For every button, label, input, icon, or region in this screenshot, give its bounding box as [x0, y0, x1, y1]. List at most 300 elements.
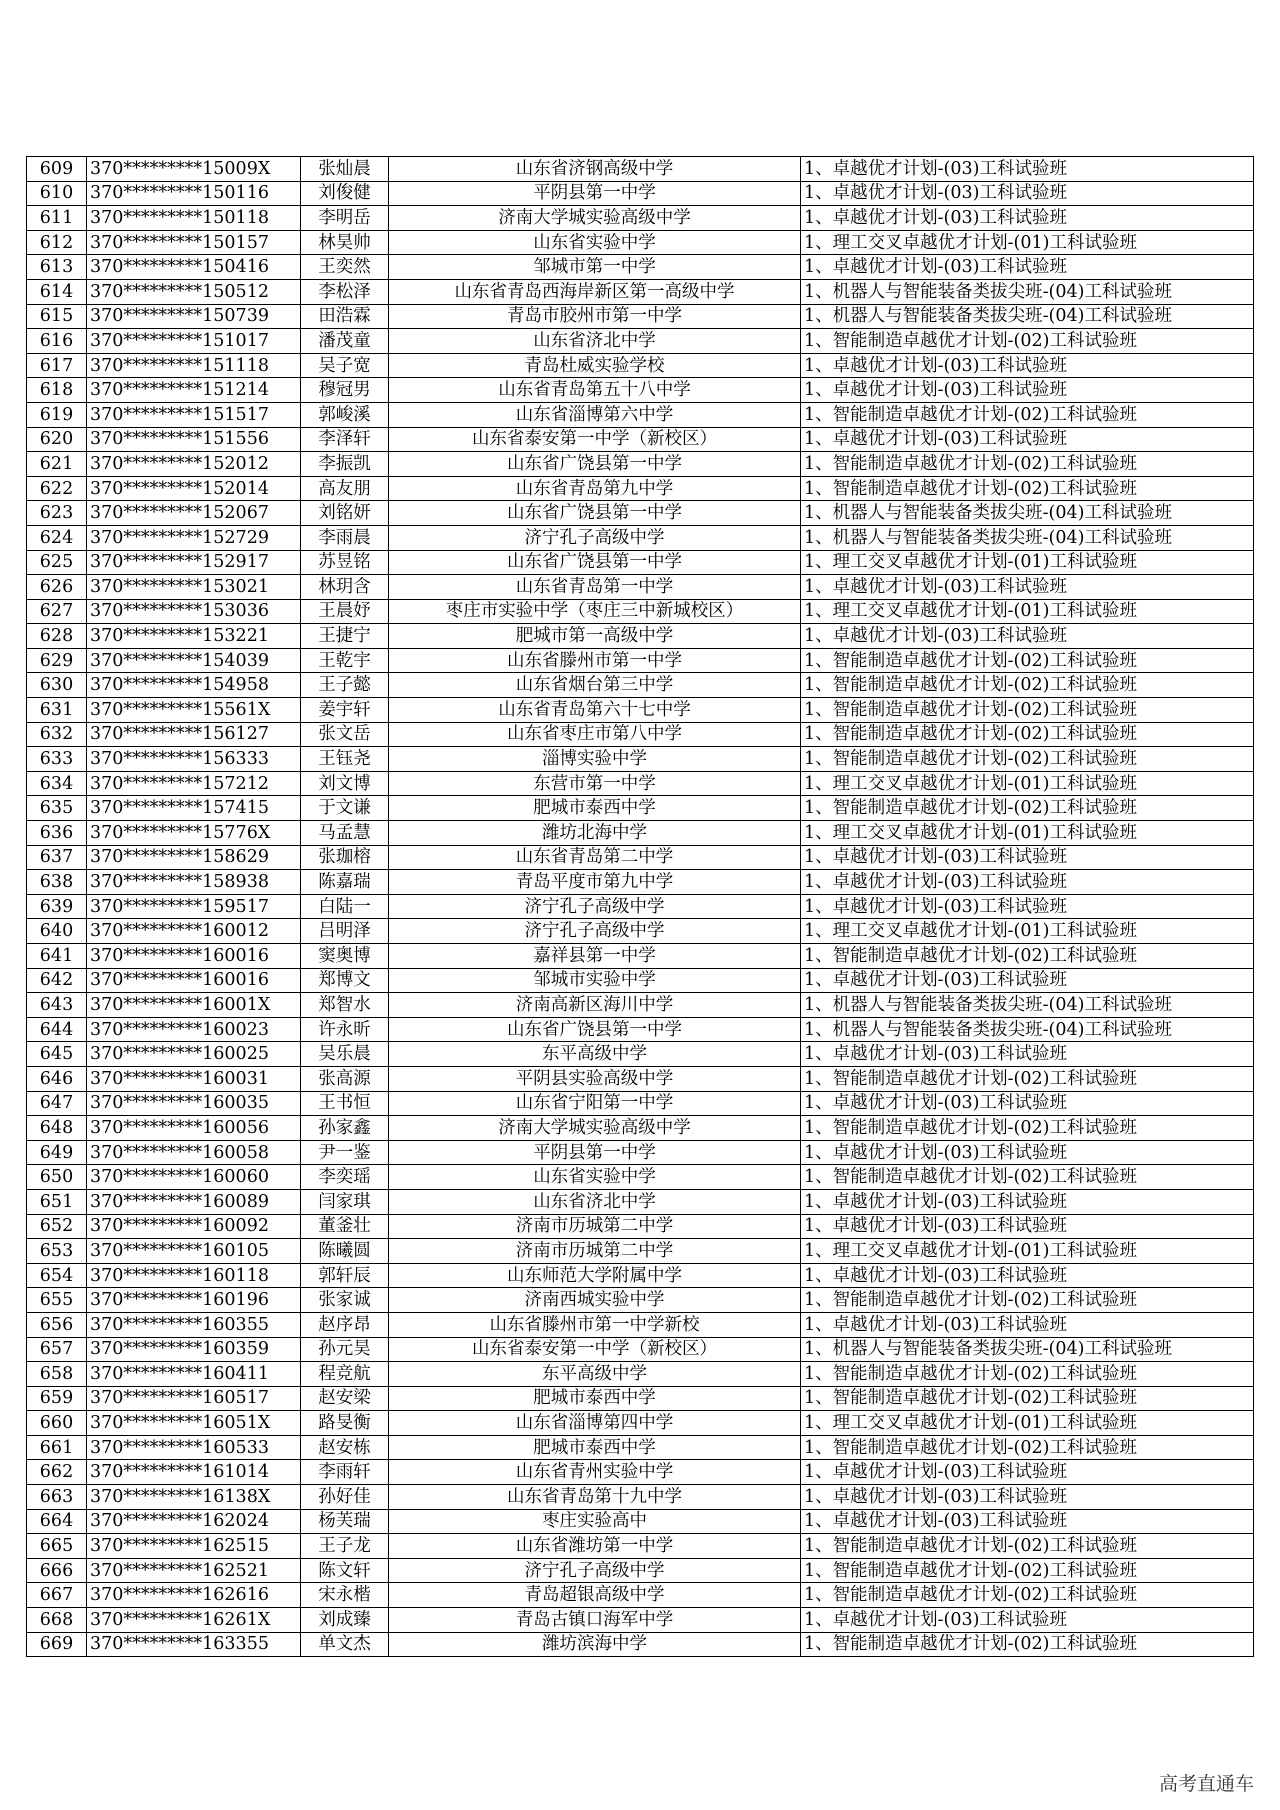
table-row: [27, 230, 1254, 255]
table-row: [27, 968, 1254, 993]
table-row: [27, 698, 1254, 723]
table-row: [27, 1608, 1254, 1633]
school-cell: 山东省潍坊第一中学: [389, 1534, 801, 1559]
row-number-cell: 627: [27, 599, 87, 624]
school-cell: 肥城市泰西中学: [389, 796, 801, 821]
school-cell: 东营市第一中学: [389, 771, 801, 796]
school-cell: 淄博实验中学: [389, 747, 801, 772]
row-number-cell: 610: [27, 181, 87, 206]
id-number-cell: 370*********162024: [87, 1509, 301, 1534]
program-cell: 1、机器人与智能装备类拔尖班-(04)工科试验班: [801, 304, 1254, 329]
program-cell: 1、卓越优才计划-(03)工科试验班: [801, 1189, 1254, 1214]
school-cell: 山东省济北中学: [389, 1189, 801, 1214]
student-name-cell: 于文谦: [301, 796, 389, 821]
student-name-cell: 刘铭妍: [301, 501, 389, 526]
table-row: [27, 353, 1254, 378]
row-number-cell: 648: [27, 1116, 87, 1141]
row-number-cell: 661: [27, 1435, 87, 1460]
table-row: [27, 894, 1254, 919]
id-number-cell: 370*********162521: [87, 1558, 301, 1583]
school-cell: 山东省青岛第一中学: [389, 575, 801, 600]
school-cell: 济南市历城第二中学: [389, 1239, 801, 1264]
table-row: [27, 673, 1254, 698]
student-name-cell: 陈曦圆: [301, 1239, 389, 1264]
program-cell: 1、智能制造卓越优才计划-(02)工科试验班: [801, 1066, 1254, 1091]
program-cell: 1、智能制造卓越优才计划-(02)工科试验班: [801, 796, 1254, 821]
table-row: [27, 452, 1254, 477]
student-name-cell: 张文岳: [301, 722, 389, 747]
school-cell: 山东省滕州市第一中学: [389, 648, 801, 673]
school-cell: 山东省实验中学: [389, 230, 801, 255]
row-number-cell: 663: [27, 1485, 87, 1510]
table-row: [27, 427, 1254, 452]
table-row: [27, 1534, 1254, 1559]
student-name-cell: 潘茂童: [301, 329, 389, 354]
id-number-cell: 370*********150739: [87, 304, 301, 329]
table-row: [27, 329, 1254, 354]
program-cell: 1、机器人与智能装备类拔尖班-(04)工科试验班: [801, 279, 1254, 304]
id-number-cell: 370*********160355: [87, 1312, 301, 1337]
program-cell: 1、机器人与智能装备类拔尖班-(04)工科试验班: [801, 525, 1254, 550]
school-cell: 肥城市第一高级中学: [389, 624, 801, 649]
student-name-cell: 白陆一: [301, 894, 389, 919]
id-number-cell: 370*********150116: [87, 181, 301, 206]
school-cell: 枣庄市实验中学（枣庄三中新城校区）: [389, 599, 801, 624]
id-number-cell: 370*********160016: [87, 968, 301, 993]
row-number-cell: 630: [27, 673, 87, 698]
student-name-cell: 王书恒: [301, 1091, 389, 1116]
row-number-cell: 659: [27, 1386, 87, 1411]
row-number-cell: 653: [27, 1239, 87, 1264]
school-cell: 东平高级中学: [389, 1042, 801, 1067]
table-row: [27, 796, 1254, 821]
school-cell: 济南西城实验中学: [389, 1288, 801, 1313]
student-name-cell: 林玥含: [301, 575, 389, 600]
student-name-cell: 许永昕: [301, 1017, 389, 1042]
row-number-cell: 667: [27, 1583, 87, 1608]
id-number-cell: 370*********154958: [87, 673, 301, 698]
school-cell: 青岛平度市第九中学: [389, 870, 801, 895]
id-number-cell: 370*********153021: [87, 575, 301, 600]
student-name-cell: 单文杰: [301, 1632, 389, 1657]
program-cell: 1、智能制造卓越优才计划-(02)工科试验班: [801, 1583, 1254, 1608]
program-cell: 1、卓越优才计划-(03)工科试验班: [801, 1509, 1254, 1534]
row-number-cell: 609: [27, 157, 87, 182]
school-cell: 山东省青岛第十九中学: [389, 1485, 801, 1510]
program-cell: 1、卓越优才计划-(03)工科试验班: [801, 378, 1254, 403]
table-row: [27, 919, 1254, 944]
row-number-cell: 633: [27, 747, 87, 772]
row-number-cell: 614: [27, 279, 87, 304]
id-number-cell: 370*********158938: [87, 870, 301, 895]
program-cell: 1、智能制造卓越优才计划-(02)工科试验班: [801, 1632, 1254, 1657]
table-row: [27, 771, 1254, 796]
student-name-cell: 赵序昂: [301, 1312, 389, 1337]
student-name-cell: 郭峻溪: [301, 402, 389, 427]
student-name-cell: 张珈榕: [301, 845, 389, 870]
table-row: [27, 255, 1254, 280]
row-number-cell: 622: [27, 476, 87, 501]
program-cell: 1、卓越优才计划-(03)工科试验班: [801, 870, 1254, 895]
id-number-cell: 370*********160411: [87, 1362, 301, 1387]
table-row: [27, 501, 1254, 526]
student-name-cell: 李明岳: [301, 206, 389, 231]
program-cell: 1、机器人与智能装备类拔尖班-(04)工科试验班: [801, 1017, 1254, 1042]
school-cell: 青岛古镇口海军中学: [389, 1608, 801, 1633]
id-number-cell: 370*********152729: [87, 525, 301, 550]
school-cell: 山东省青州实验中学: [389, 1460, 801, 1485]
table-body: [27, 157, 1254, 1657]
table-row: [27, 1632, 1254, 1657]
school-cell: 邹城市第一中学: [389, 255, 801, 280]
school-cell: 枣庄实验高中: [389, 1509, 801, 1534]
student-name-cell: 孙元昊: [301, 1337, 389, 1362]
id-number-cell: 370*********157415: [87, 796, 301, 821]
student-name-cell: 吴子宽: [301, 353, 389, 378]
row-number-cell: 623: [27, 501, 87, 526]
row-number-cell: 650: [27, 1165, 87, 1190]
table-row: [27, 1066, 1254, 1091]
table-row: [27, 1485, 1254, 1510]
row-number-cell: 658: [27, 1362, 87, 1387]
school-cell: 东平高级中学: [389, 1362, 801, 1387]
school-cell: 肥城市泰西中学: [389, 1435, 801, 1460]
school-cell: 山东省泰安第一中学（新校区）: [389, 427, 801, 452]
row-number-cell: 617: [27, 353, 87, 378]
table-row: [27, 648, 1254, 673]
id-number-cell: 370*********15009X: [87, 157, 301, 182]
row-number-cell: 665: [27, 1534, 87, 1559]
program-cell: 1、理工交叉卓越优才计划-(01)工科试验班: [801, 821, 1254, 846]
row-number-cell: 636: [27, 821, 87, 846]
table-row: [27, 1165, 1254, 1190]
school-cell: 平阴县实验高级中学: [389, 1066, 801, 1091]
id-number-cell: 370*********160533: [87, 1435, 301, 1460]
school-cell: 山东省青岛西海岸新区第一高级中学: [389, 279, 801, 304]
table-row: [27, 1140, 1254, 1165]
id-number-cell: 370*********162515: [87, 1534, 301, 1559]
table-row: [27, 1386, 1254, 1411]
program-cell: 1、智能制造卓越优才计划-(02)工科试验班: [801, 476, 1254, 501]
student-name-cell: 田浩霖: [301, 304, 389, 329]
student-name-cell: 姜宇轩: [301, 698, 389, 723]
id-number-cell: 370*********15561X: [87, 698, 301, 723]
row-number-cell: 660: [27, 1411, 87, 1436]
student-name-cell: 苏昱铭: [301, 550, 389, 575]
row-number-cell: 613: [27, 255, 87, 280]
school-cell: 济宁孔子高级中学: [389, 894, 801, 919]
school-cell: 山东省泰安第一中学（新校区）: [389, 1337, 801, 1362]
id-number-cell: 370*********160016: [87, 944, 301, 969]
row-number-cell: 644: [27, 1017, 87, 1042]
table-row: [27, 624, 1254, 649]
id-number-cell: 370*********151017: [87, 329, 301, 354]
school-cell: 山东省滕州市第一中学新校: [389, 1312, 801, 1337]
row-number-cell: 621: [27, 452, 87, 477]
table-row: [27, 157, 1254, 182]
program-cell: 1、智能制造卓越优才计划-(02)工科试验班: [801, 747, 1254, 772]
table-row: [27, 870, 1254, 895]
student-name-cell: 林昊帅: [301, 230, 389, 255]
program-cell: 1、智能制造卓越优才计划-(02)工科试验班: [801, 648, 1254, 673]
row-number-cell: 632: [27, 722, 87, 747]
id-number-cell: 370*********151118: [87, 353, 301, 378]
program-cell: 1、卓越优才计划-(03)工科试验班: [801, 353, 1254, 378]
student-name-cell: 陈文轩: [301, 1558, 389, 1583]
student-name-cell: 李奕瑶: [301, 1165, 389, 1190]
program-cell: 1、卓越优才计划-(03)工科试验班: [801, 206, 1254, 231]
table-row: [27, 525, 1254, 550]
program-cell: 1、智能制造卓越优才计划-(02)工科试验班: [801, 673, 1254, 698]
id-number-cell: 370*********16261X: [87, 1608, 301, 1633]
id-number-cell: 370*********156127: [87, 722, 301, 747]
table-row: [27, 1312, 1254, 1337]
table-row: [27, 1263, 1254, 1288]
table-row: [27, 1239, 1254, 1264]
row-number-cell: 656: [27, 1312, 87, 1337]
id-number-cell: 370*********16001X: [87, 993, 301, 1018]
student-name-cell: 孙家鑫: [301, 1116, 389, 1141]
row-number-cell: 637: [27, 845, 87, 870]
student-name-cell: 张家诚: [301, 1288, 389, 1313]
program-cell: 1、智能制造卓越优才计划-(02)工科试验班: [801, 402, 1254, 427]
row-number-cell: 638: [27, 870, 87, 895]
table-row: [27, 1337, 1254, 1362]
program-cell: 1、卓越优才计划-(03)工科试验班: [801, 968, 1254, 993]
student-name-cell: 窦奥博: [301, 944, 389, 969]
row-number-cell: 628: [27, 624, 87, 649]
id-number-cell: 370*********16138X: [87, 1485, 301, 1510]
row-number-cell: 655: [27, 1288, 87, 1313]
row-number-cell: 629: [27, 648, 87, 673]
table-row: [27, 181, 1254, 206]
id-number-cell: 370*********150512: [87, 279, 301, 304]
table-row: [27, 1189, 1254, 1214]
school-cell: 济南市历城第二中学: [389, 1214, 801, 1239]
program-cell: 1、机器人与智能装备类拔尖班-(04)工科试验班: [801, 993, 1254, 1018]
table-row: [27, 1116, 1254, 1141]
table-row: [27, 722, 1254, 747]
program-cell: 1、智能制造卓越优才计划-(02)工科试验班: [801, 1288, 1254, 1313]
row-number-cell: 640: [27, 919, 87, 944]
school-cell: 山东省青岛第六十七中学: [389, 698, 801, 723]
row-number-cell: 657: [27, 1337, 87, 1362]
student-name-cell: 张灿晨: [301, 157, 389, 182]
student-name-cell: 尹一鉴: [301, 1140, 389, 1165]
id-number-cell: 370*********152012: [87, 452, 301, 477]
id-number-cell: 370*********159517: [87, 894, 301, 919]
school-cell: 平阴县第一中学: [389, 1140, 801, 1165]
id-number-cell: 370*********160023: [87, 1017, 301, 1042]
id-number-cell: 370*********153221: [87, 624, 301, 649]
row-number-cell: 647: [27, 1091, 87, 1116]
student-name-cell: 郭轩辰: [301, 1263, 389, 1288]
student-name-cell: 陈嘉瑞: [301, 870, 389, 895]
row-number-cell: 615: [27, 304, 87, 329]
student-name-cell: 杨芙瑞: [301, 1509, 389, 1534]
table-row: [27, 747, 1254, 772]
table-row: [27, 821, 1254, 846]
program-cell: 1、智能制造卓越优才计划-(02)工科试验班: [801, 329, 1254, 354]
student-name-cell: 王晨妤: [301, 599, 389, 624]
school-cell: 山东师范大学附属中学: [389, 1263, 801, 1288]
program-cell: 1、卓越优才计划-(03)工科试验班: [801, 181, 1254, 206]
program-cell: 1、理工交叉卓越优才计划-(01)工科试验班: [801, 230, 1254, 255]
school-cell: 山东省青岛第九中学: [389, 476, 801, 501]
id-number-cell: 370*********150118: [87, 206, 301, 231]
program-cell: 1、卓越优才计划-(03)工科试验班: [801, 1140, 1254, 1165]
school-cell: 山东省青岛第二中学: [389, 845, 801, 870]
student-name-cell: 王子龙: [301, 1534, 389, 1559]
row-number-cell: 634: [27, 771, 87, 796]
program-cell: 1、智能制造卓越优才计划-(02)工科试验班: [801, 1116, 1254, 1141]
row-number-cell: 619: [27, 402, 87, 427]
table-row: [27, 1460, 1254, 1485]
program-cell: 1、卓越优才计划-(03)工科试验班: [801, 255, 1254, 280]
program-cell: 1、理工交叉卓越优才计划-(01)工科试验班: [801, 550, 1254, 575]
row-number-cell: 611: [27, 206, 87, 231]
id-number-cell: 370*********152067: [87, 501, 301, 526]
table-row: [27, 1509, 1254, 1534]
id-number-cell: 370*********160359: [87, 1337, 301, 1362]
row-number-cell: 635: [27, 796, 87, 821]
row-number-cell: 616: [27, 329, 87, 354]
school-cell: 青岛杜威实验学校: [389, 353, 801, 378]
student-name-cell: 穆冠男: [301, 378, 389, 403]
program-cell: 1、智能制造卓越优才计划-(02)工科试验班: [801, 1534, 1254, 1559]
id-number-cell: 370*********151214: [87, 378, 301, 403]
student-name-cell: 刘成臻: [301, 1608, 389, 1633]
table-row: [27, 575, 1254, 600]
row-number-cell: 625: [27, 550, 87, 575]
student-name-cell: 赵安栋: [301, 1435, 389, 1460]
id-number-cell: 370*********160031: [87, 1066, 301, 1091]
program-cell: 1、理工交叉卓越优才计划-(01)工科试验班: [801, 1411, 1254, 1436]
id-number-cell: 370*********150416: [87, 255, 301, 280]
program-cell: 1、卓越优才计划-(03)工科试验班: [801, 894, 1254, 919]
school-cell: 山东省淄博第四中学: [389, 1411, 801, 1436]
row-number-cell: 639: [27, 894, 87, 919]
row-number-cell: 652: [27, 1214, 87, 1239]
school-cell: 济宁孔子高级中学: [389, 1558, 801, 1583]
program-cell: 1、智能制造卓越优才计划-(02)工科试验班: [801, 1386, 1254, 1411]
program-cell: 1、卓越优才计划-(03)工科试验班: [801, 1485, 1254, 1510]
table-row: [27, 1017, 1254, 1042]
program-cell: 1、智能制造卓越优才计划-(02)工科试验班: [801, 452, 1254, 477]
id-number-cell: 370*********16051X: [87, 1411, 301, 1436]
school-cell: 山东省淄博第六中学: [389, 402, 801, 427]
id-number-cell: 370*********160196: [87, 1288, 301, 1313]
program-cell: 1、卓越优才计划-(03)工科试验班: [801, 1312, 1254, 1337]
program-cell: 1、卓越优才计划-(03)工科试验班: [801, 157, 1254, 182]
table-row: [27, 1583, 1254, 1608]
student-name-cell: 李松泽: [301, 279, 389, 304]
student-name-cell: 李泽轩: [301, 427, 389, 452]
row-number-cell: 641: [27, 944, 87, 969]
row-number-cell: 642: [27, 968, 87, 993]
id-number-cell: 370*********150157: [87, 230, 301, 255]
school-cell: 济南高新区海川中学: [389, 993, 801, 1018]
id-number-cell: 370*********160105: [87, 1239, 301, 1264]
id-number-cell: 370*********160012: [87, 919, 301, 944]
row-number-cell: 626: [27, 575, 87, 600]
student-name-cell: 李雨轩: [301, 1460, 389, 1485]
school-cell: 济宁孔子高级中学: [389, 919, 801, 944]
program-cell: 1、卓越优才计划-(03)工科试验班: [801, 427, 1254, 452]
id-number-cell: 370*********160060: [87, 1165, 301, 1190]
id-number-cell: 370*********160056: [87, 1116, 301, 1141]
student-name-cell: 刘文博: [301, 771, 389, 796]
id-number-cell: 370*********160025: [87, 1042, 301, 1067]
table-row: [27, 1042, 1254, 1067]
student-name-cell: 吕明泽: [301, 919, 389, 944]
program-cell: 1、卓越优才计划-(03)工科试验班: [801, 1214, 1254, 1239]
program-cell: 1、卓越优才计划-(03)工科试验班: [801, 1263, 1254, 1288]
school-cell: 肥城市泰西中学: [389, 1386, 801, 1411]
table-row: [27, 206, 1254, 231]
program-cell: 1、理工交叉卓越优才计划-(01)工科试验班: [801, 771, 1254, 796]
student-name-cell: 王子懿: [301, 673, 389, 698]
id-number-cell: 370*********154039: [87, 648, 301, 673]
program-cell: 1、卓越优才计划-(03)工科试验班: [801, 1608, 1254, 1633]
row-number-cell: 649: [27, 1140, 87, 1165]
school-cell: 山东省广饶县第一中学: [389, 550, 801, 575]
row-number-cell: 669: [27, 1632, 87, 1657]
program-cell: 1、机器人与智能装备类拔尖班-(04)工科试验班: [801, 1337, 1254, 1362]
id-number-cell: 370*********160058: [87, 1140, 301, 1165]
student-name-cell: 程竞航: [301, 1362, 389, 1387]
table-row: [27, 599, 1254, 624]
footer-brand-watermark: 高考直通车: [1158, 1773, 1254, 1795]
id-number-cell: 370*********156333: [87, 747, 301, 772]
table-row: [27, 402, 1254, 427]
school-cell: 山东省广饶县第一中学: [389, 452, 801, 477]
row-number-cell: 618: [27, 378, 87, 403]
id-number-cell: 370*********151556: [87, 427, 301, 452]
student-name-cell: 吴乐晨: [301, 1042, 389, 1067]
program-cell: 1、理工交叉卓越优才计划-(01)工科试验班: [801, 599, 1254, 624]
table-row: [27, 1288, 1254, 1313]
student-name-cell: 闫家琪: [301, 1189, 389, 1214]
table-row: [27, 1558, 1254, 1583]
school-cell: 青岛市胶州市第一中学: [389, 304, 801, 329]
id-number-cell: 370*********152917: [87, 550, 301, 575]
row-number-cell: 620: [27, 427, 87, 452]
program-cell: 1、智能制造卓越优才计划-(02)工科试验班: [801, 722, 1254, 747]
student-name-cell: 王钰尧: [301, 747, 389, 772]
program-cell: 1、理工交叉卓越优才计划-(01)工科试验班: [801, 1239, 1254, 1264]
id-number-cell: 370*********160118: [87, 1263, 301, 1288]
program-cell: 1、智能制造卓越优才计划-(02)工科试验班: [801, 1435, 1254, 1460]
program-cell: 1、智能制造卓越优才计划-(02)工科试验班: [801, 944, 1254, 969]
school-cell: 平阴县第一中学: [389, 181, 801, 206]
school-cell: 山东省枣庄市第八中学: [389, 722, 801, 747]
school-cell: 山东省济钢高级中学: [389, 157, 801, 182]
table-row: [27, 1411, 1254, 1436]
student-name-cell: 郑博文: [301, 968, 389, 993]
id-number-cell: 370*********160035: [87, 1091, 301, 1116]
table-row: [27, 845, 1254, 870]
student-name-cell: 张高源: [301, 1066, 389, 1091]
program-cell: 1、卓越优才计划-(03)工科试验班: [801, 1042, 1254, 1067]
program-cell: 1、卓越优才计划-(03)工科试验班: [801, 575, 1254, 600]
school-cell: 山东省广饶县第一中学: [389, 501, 801, 526]
school-cell: 济宁孔子高级中学: [389, 525, 801, 550]
row-number-cell: 645: [27, 1042, 87, 1067]
table-row: [27, 1091, 1254, 1116]
id-number-cell: 370*********153036: [87, 599, 301, 624]
row-number-cell: 651: [27, 1189, 87, 1214]
